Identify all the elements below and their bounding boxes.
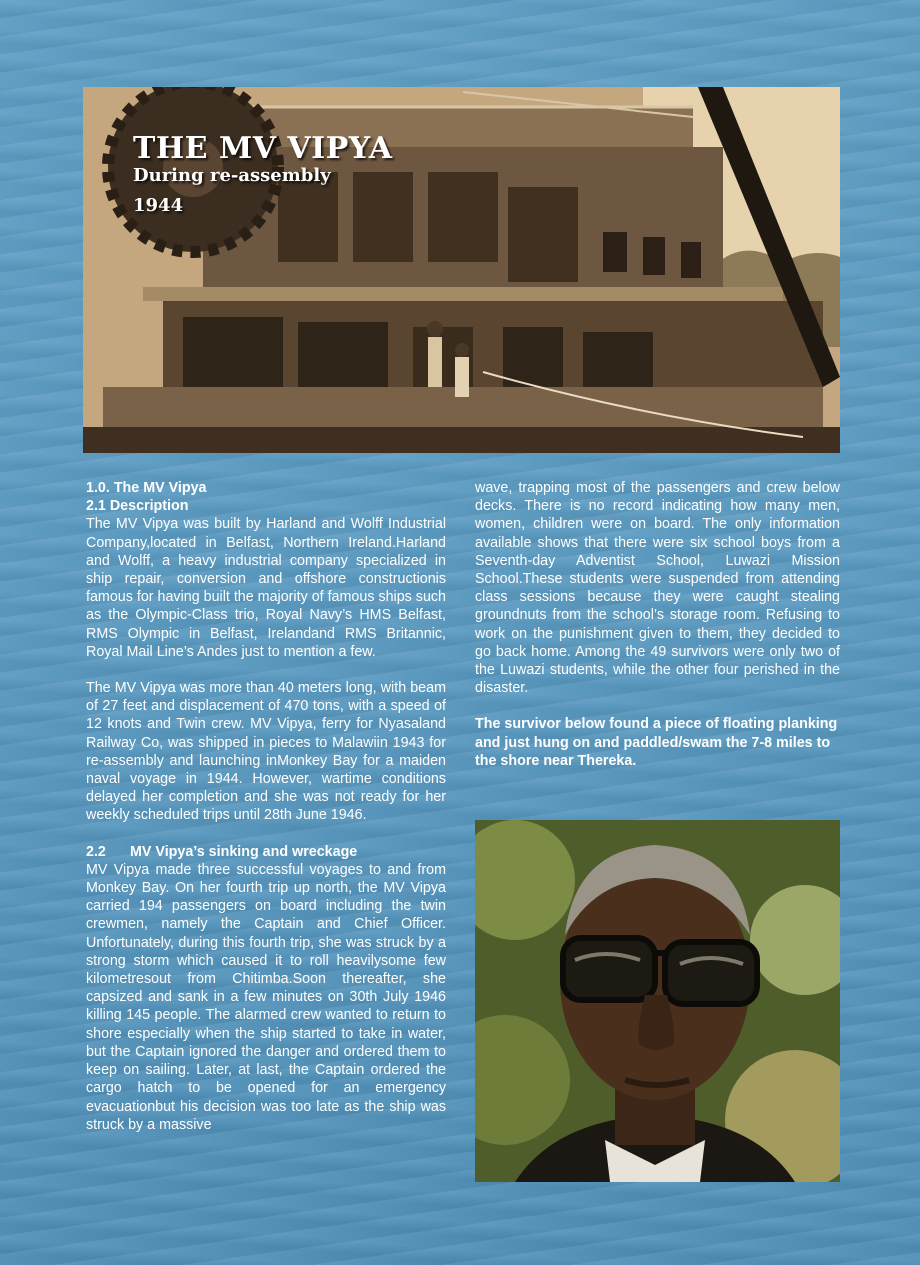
description-paragraph-2: The MV Vipya was more than 40 meters long, with beam of 27 feet and displacement of 470 tons, with a speed of 12 knots and Twin crew. MV Vipya, ferry for Nyasaland Railway Co, was shipped in pieces to Malawiin 1943 for re-assembly and launching inMonkey Bay for a maiden naval voyage in 1944. However, wartime conditions delayed her completion and she was not ready for her weekly scheduled trips until 28th June 1946.: [86, 680, 446, 824]
description-paragraph-1: The MV Vipya was built by Harland and Wolff Industrial Company,located in Belfast, Northern Ireland.Harland and Wolff, a heavy industrial company specialized in ship repair, conversion and offshore constructionis famous for having built the majority of famous ships such as the Olympic-Class trio, Royal Navy’s HMS Belfast, RMS Olympic in Belfast, Irelandand RMS Britannic, Royal Mail Line’s Andes just to mention a few.: [86, 516, 446, 660]
survivor-photo-illustration: [475, 820, 840, 1182]
hero-year: 1944: [133, 195, 184, 216]
section-2-title: MV Vipya’s sinking and wreckage: [130, 843, 358, 860]
hero-title: THE MV VIPYA: [133, 131, 393, 166]
hero-title-block: [133, 133, 393, 217]
right-column: [475, 479, 840, 770]
section-2-heading: [86, 843, 446, 861]
survivor-callout: The survivor below found a piece of floating planking and just hung on and paddled/swam the 7-8 miles to the shore near Thereka.: [475, 716, 838, 769]
sinking-paragraph-1: MV Vipya made three successful voyages to and from Monkey Bay. On her fourth trip up north, the MV Vipya carried 194 passengers on board including the twin crewmen, namely the Captain and Chief Officer. Unfortunately, during this fourth trip, she was struck by a strong storm which caused it to roll heavilysome few kilometresout from Chitimba.Soon thereafter, she capsized and sank in a few minutes on 30th July 1946 killing 145 people. The alarmed crew wanted to return to shore especially when the ship started to take in water, but the Captain ignored the danger and ordered them to keep on sailing. Later, at last, the Captain ordered the cargo hatch to be opened for an emergency evacuationbut his decision was too late as the ship was struck by a massive: [86, 861, 446, 1133]
hero-subtitle: During re-assembly: [133, 165, 331, 186]
sinking-paragraph-2: wave, trapping most of the passengers and crew below decks. There is no record indicating how many men, women, children were on board. The only information available shows that there were six school boys from a Seventh-day Adventist School, Luwazi Mission School.These students were suspended from attending class sessions because they were caught stealing groundnuts from the school’s storage room. Refusing to work on the punishment given to them, they decided to go back home. Among the 49 survivors were only two of the Luwazi students, while the other four perished in the disaster.: [475, 480, 840, 697]
section-1-subheading: 2.1 Description: [86, 498, 189, 515]
section-2-number: 2.2: [86, 843, 106, 860]
left-column: [86, 479, 446, 1134]
ship-photo: [83, 87, 840, 453]
section-1-heading: 1.0. The MV Vipya: [86, 480, 207, 496]
survivor-photo: [475, 820, 840, 1182]
